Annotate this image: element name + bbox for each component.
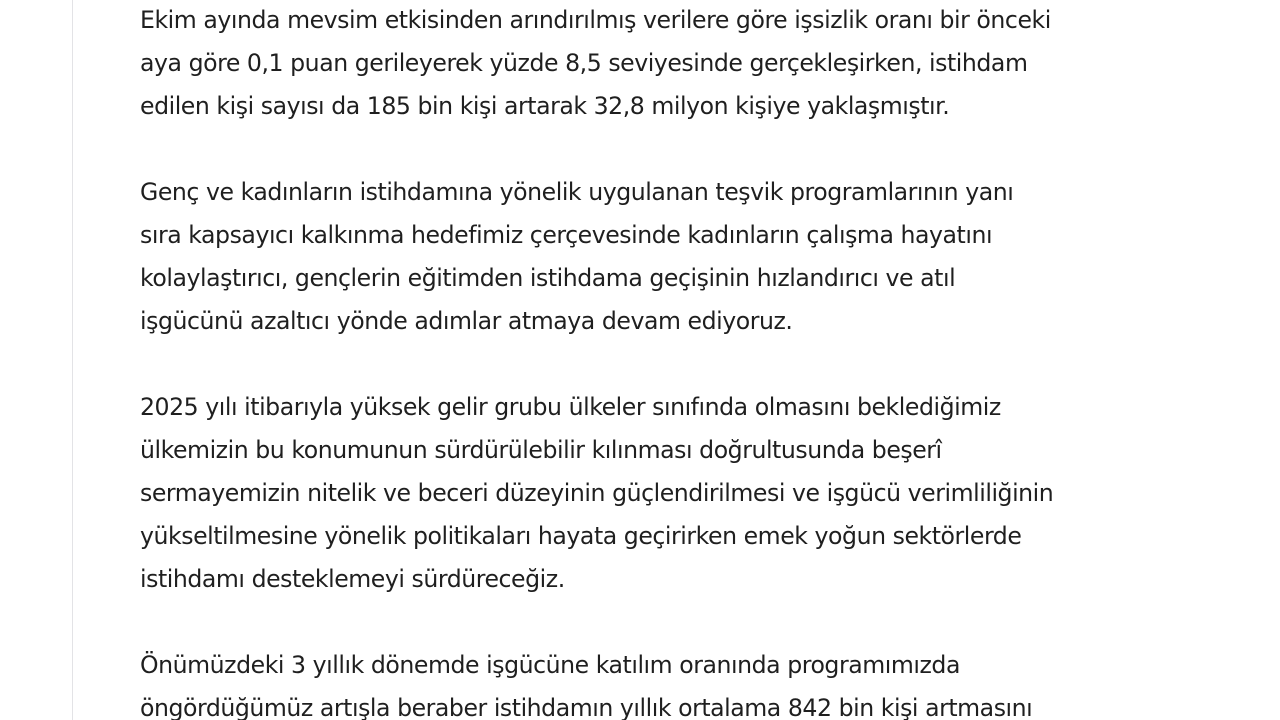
text-line: öngördüğümüz artışla beraber istihdamın yıllık ortalama 842 bin kişi artmasını bbox=[140, 694, 1033, 720]
text-line: ülkemizin bu konumunun sürdürülebilir kılınması doğrultusunda beşerî bbox=[140, 436, 942, 464]
left-divider bbox=[72, 0, 73, 720]
paragraph-labor-participation bbox=[140, 644, 1252, 720]
article-body bbox=[140, 0, 1252, 720]
text-line: Genç ve kadınların istihdamına yönelik uygulanan teşvik programlarının yanı bbox=[140, 178, 1014, 206]
text-line: kolaylaştırıcı, gençlerin eğitimden istihdama geçişinin hızlandırıcı ve atıl bbox=[140, 264, 956, 292]
paragraph-unemployment bbox=[140, 0, 1252, 128]
text-line: 2025 yılı itibarıyla yüksek gelir grubu ülkeler sınıfında olmasını beklediğimiz bbox=[140, 393, 1001, 421]
text-line: aya göre 0,1 puan gerileyerek yüzde 8,5 seviyesinde gerçekleşirken, istihdam bbox=[140, 49, 1028, 77]
text-line: sermayemizin nitelik ve beceri düzeyinin güçlendirilmesi ve işgücü verimliliğinin bbox=[140, 479, 1054, 507]
text-line: Ekim ayında mevsim etkisinden arındırılmış verilere göre işsizlik oranı bir önceki bbox=[140, 6, 1051, 34]
text-line: Önümüzdeki 3 yıllık dönemde işgücüne katılım oranında programımızda bbox=[140, 651, 960, 679]
text-line: işgücünü azaltıcı yönde adımlar atmaya devam ediyoruz. bbox=[140, 307, 793, 335]
text-line: yükseltilmesine yönelik politikaları hayata geçirirken emek yoğun sektörlerde bbox=[140, 522, 1022, 550]
text-line: istihdamı desteklemeyi sürdüreceğiz. bbox=[140, 565, 565, 593]
paragraph-youth-women-employment bbox=[140, 171, 1252, 343]
text-line: edilen kişi sayısı da 185 bin kişi artarak 32,8 milyon kişiye yaklaşmıştır. bbox=[140, 92, 950, 120]
paragraph-human-capital bbox=[140, 386, 1252, 601]
text-line: sıra kapsayıcı kalkınma hedefimiz çerçevesinde kadınların çalışma hayatını bbox=[140, 221, 993, 249]
